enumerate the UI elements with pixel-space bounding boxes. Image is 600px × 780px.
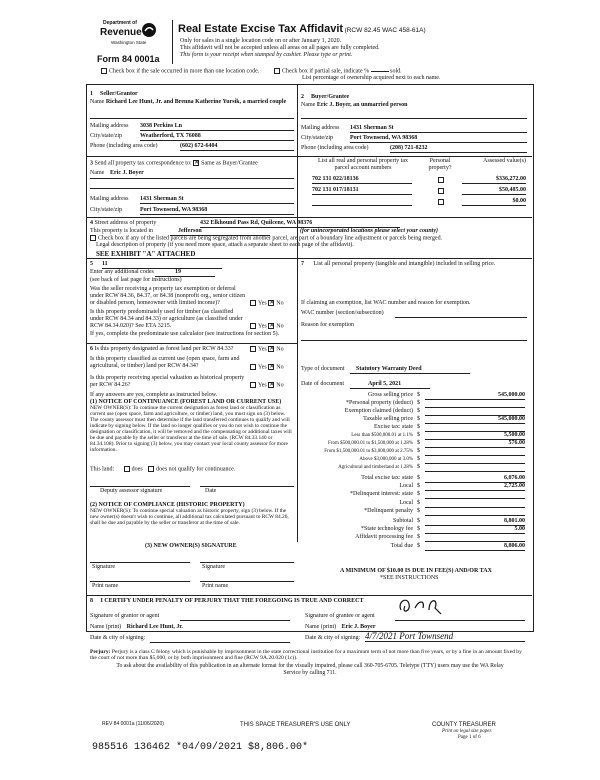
reason-label: Reason for exemption: [301, 322, 354, 328]
owner-signature-2-label: Signature: [202, 564, 225, 570]
tax-row: [301, 518, 527, 526]
page-number: Page 1 of 6: [458, 735, 481, 740]
alternate-format-note: To ask about the availability of this publication in an alternate format for the visually impaired, please call 360-705-6705. Teletype (TTY) users may use the WA Relay Service by calling 711.: [116, 663, 504, 676]
tax-row-value[interactable]: 6,076.00: [425, 475, 525, 483]
grantor-date-city-label: Date & city of signing:: [90, 635, 146, 641]
tax-row-value[interactable]: 5.00: [425, 526, 525, 534]
seller-phone-label: Phone (including area code): [90, 143, 158, 149]
buyer-name-row: [301, 102, 527, 109]
buyer-phone-value[interactable]: (208) 721-8232: [390, 145, 527, 153]
assessed-col-header: Assessed value(s): [483, 158, 526, 164]
corr-city-value[interactable]: Port Townsend, WA 98368: [140, 207, 294, 215]
dollar-sign: $: [417, 432, 420, 438]
tax-row-label: Total due: [390, 543, 413, 549]
personal-property-checkbox[interactable]: [438, 188, 444, 194]
dollar-sign: $: [417, 518, 420, 524]
form-note-1: Only for sales in a single location code on or after January 1, 2020.: [180, 38, 342, 44]
section-3-row: [90, 160, 258, 167]
yes-label: Yes: [258, 382, 267, 389]
buyer-heading: Buyer/Grantee: [311, 94, 350, 100]
tax-row-value[interactable]: [425, 534, 525, 542]
parcel-row-2: [312, 187, 526, 196]
seller-city-label: City/state/zip: [90, 133, 122, 139]
corr-name-value[interactable]: Eric J. Boyer: [110, 170, 144, 176]
section-7-number: 7: [301, 261, 304, 267]
wac-number-label: WAC number (section/subsection): [301, 310, 384, 316]
parcel-row-3: [312, 198, 526, 207]
certify-statement: I CERTIFY UNDER PENALTY OF PERJURY THAT THE FOREGOING IS TRUE AND CORRECT: [100, 598, 364, 604]
perjury-text: Perjury is a class C felony which is punishable by imprisonment in the state correctional institution for a maximum term of not more than five years, or by a fine in an amount fixed by the court of not more than $5,000, or by both imprisonment and fine (RCW 9A.20.020 (1c)).: [90, 649, 522, 662]
tax-row: [301, 416, 527, 424]
owner-print-2-label: Print name: [202, 583, 229, 589]
multi-location-check[interactable]: [101, 68, 259, 75]
tax-row-value[interactable]: [425, 500, 525, 508]
exemption-yes-no: [250, 300, 284, 307]
see-instructions-note: *SEE INSTRUCTIONS: [380, 575, 439, 581]
tax-row-value[interactable]: 545,000.00: [425, 392, 525, 400]
legal-description-value[interactable]: SEE EXHIBIT "A" ATTACHED: [96, 250, 196, 258]
type-document-label: Type of document: [301, 366, 345, 372]
tax-row-value[interactable]: 8,806.00: [425, 543, 525, 551]
personal-property-checkbox[interactable]: [438, 177, 444, 183]
tax-row: [301, 448, 527, 456]
tax-row-label: *Delinquent interest: state: [350, 491, 413, 497]
buyer-mailing-value[interactable]: 1431 Sherman St: [350, 125, 527, 133]
correspondence-label: Send all property tax correspondence to:: [94, 160, 192, 167]
timber-yes-checkbox[interactable]: [250, 323, 256, 329]
forest-yes-no: [250, 346, 284, 353]
dollar-sign: $: [417, 475, 420, 481]
parcel-row-1: [312, 176, 526, 185]
dollar-sign: $: [417, 456, 420, 462]
tax-row-value[interactable]: [425, 448, 525, 456]
tax-row-value[interactable]: [425, 400, 525, 408]
grantor-signature-field[interactable]: [180, 613, 290, 621]
tax-row: [301, 464, 527, 472]
dollar-sign: $: [417, 408, 420, 414]
tax-row-label: Local: [399, 500, 413, 506]
dollar-sign: $: [417, 500, 420, 506]
forest-yes-checkbox[interactable]: [250, 346, 256, 352]
continuance-heading: (1) NOTICE OF CONTINUANCE (FOREST LAND OR CURRENT USE): [90, 399, 282, 405]
section-4-number: 4: [90, 220, 93, 226]
see-back-note: (see back of last page for instructions): [90, 277, 182, 283]
tax-row: [301, 400, 527, 408]
form-title: Real Estate Excise Tax Affidavit: [178, 23, 344, 35]
yes-label: Yes: [258, 323, 267, 330]
treasurer-use-label: THIS SPACE TREASURER'S USE ONLY: [240, 722, 351, 728]
personal-property-col-header: Personal property?: [428, 158, 452, 171]
dollar-sign: $: [417, 534, 420, 540]
historic-yes-checkbox[interactable]: [250, 382, 256, 388]
exemption-claim-label: If claiming an exemption, list WAC number and reason for exemption.: [301, 300, 471, 306]
historic-text: NEW OWNER(S): To continue special valuation as historic property, sign (3) below. If the new owner(s) doesn't wish to continue, all additional tax calculated pursuant to RCW 84.26, shall be due and payable by the seller or transferor at the time of sale.: [90, 508, 289, 526]
parcel-col-header: List all real and personal property tax parcel account numbers: [318, 158, 408, 171]
tax-row: [301, 526, 527, 534]
grantee-date-city-label: Date & city of signing:: [305, 635, 361, 641]
county-treasurer-label: COUNTY TREASURER: [432, 722, 496, 728]
grantee-name-label: Name (print): [305, 624, 337, 630]
tax-row-label: Agricultural and timberland at 1.28%: [338, 465, 413, 470]
treasurer-stamp: 985516 136462 *04/09/2021 $8,806.00*: [92, 742, 309, 753]
does-label: does: [131, 466, 143, 473]
seller-city-value[interactable]: Weatherford, TX 76088: [140, 133, 294, 141]
perjury-statement: [90, 649, 530, 662]
section-8-row: [90, 598, 363, 605]
dollar-sign: $: [417, 508, 420, 514]
timber-yes-no: [250, 323, 284, 330]
dollar-sign: $: [417, 392, 420, 398]
form-title-row: [178, 23, 426, 36]
dollar-sign: $: [417, 526, 420, 532]
section-4-row: [90, 220, 156, 227]
no-label: No: [276, 346, 284, 353]
tax-row: [301, 534, 527, 542]
tax-row-label: Exemption claimed (deduct): [344, 408, 413, 414]
revenue-logo: [97, 20, 161, 50]
seller-mailing-value[interactable]: 3038 Perkins Ln: [140, 123, 294, 131]
tax-row-label: *Delinquent penalty: [364, 508, 413, 514]
current-use-yes-no: [250, 364, 284, 371]
tax-row: [301, 432, 527, 440]
logo-state: Washington State: [111, 40, 147, 45]
seller-name-label: Name: [90, 99, 105, 105]
timber-question: Is this property predominately used for timber (as classified under RCW 84.34 and 84.33) or agriculture (as classified under RCW 84.34.020)? See ETA 3215.: [90, 309, 243, 329]
owner-print-1-label: Print name: [92, 583, 119, 589]
form-note-2: This affidavit will not be accepted unless all areas on all pages are fully completed.: [180, 45, 380, 51]
tax-row-label: From $1,500,000.01 to $3,000,000 at 2.75%: [324, 449, 413, 454]
tax-row-label: Total excise tax: state: [361, 475, 413, 481]
buyer-name-label: Name: [301, 102, 316, 108]
dollar-sign: $: [417, 491, 420, 497]
sold-label: sold.: [390, 68, 402, 75]
grantor-name-value[interactable]: Richard Lee Hunt, Jr.: [126, 624, 183, 630]
tax-row-label: *Personal property (deduct): [346, 400, 413, 406]
section-5-number: 5: [90, 261, 93, 267]
logo-brand: Revenue: [100, 27, 142, 38]
street-address-value[interactable]: 432 Elkhound Pass Rd, Quilcene, WA 98376: [200, 220, 400, 228]
wac-number-field[interactable]: [395, 310, 527, 318]
land-use-code[interactable]: 11: [102, 261, 222, 269]
date-document-label: Date of document: [301, 381, 344, 387]
county-select[interactable]: Jefferson: [170, 228, 270, 236]
grantee-signature-image: [395, 594, 475, 618]
buyer-mailing-label: Mailing address: [301, 125, 340, 131]
seller-mailing-label: Mailing address: [90, 123, 129, 129]
partial-sale-percent-field[interactable]: [371, 71, 389, 72]
type-document-value[interactable]: Statutory Warranty Deed: [350, 366, 470, 374]
tax-row: [301, 543, 527, 551]
tax-row-label: *State technology fee: [361, 526, 413, 532]
personal-property-checkbox[interactable]: [438, 199, 444, 205]
historic-heading: (2) NOTICE OF COMPLIANCE (HISTORIC PROPERTY): [90, 502, 245, 508]
tax-row: [301, 424, 527, 432]
dollar-sign: $: [417, 400, 420, 406]
current-use-no-checkbox[interactable]: [268, 364, 274, 370]
grantee-name-value[interactable]: Eric J. Boyer: [341, 624, 376, 630]
forest-land-question: Is this property designated as forest land per RCW 84.33?: [94, 346, 234, 352]
tax-row-label: From $500,000.01 to $1,500,000 at 1.28%: [328, 441, 413, 446]
forest-no-checkbox[interactable]: [268, 346, 274, 352]
tax-row-value[interactable]: 2,725.00: [425, 483, 525, 491]
multi-location-checkbox[interactable]: [101, 68, 107, 74]
assessed-value[interactable]: $50,485.00: [462, 187, 526, 195]
tax-row-label: Affidavit processing fee: [355, 534, 413, 540]
yes-label: Yes: [258, 300, 267, 307]
section-1-number: 1: [90, 91, 93, 97]
new-owner-signature-heading: (3) NEW OWNER(S) SIGNATURE: [145, 543, 237, 549]
tax-row-label: Above $3,000,000 at 3.0%: [359, 457, 413, 462]
if-yes-note: If any answers are yes, complete as instructed below.: [90, 392, 218, 398]
deputy-signature-label: Deputy assessor signature: [100, 488, 163, 494]
dollar-sign: $: [417, 483, 420, 489]
minimum-due-note: A MINIMUM OF $10.00 IS DUE IN FEE(S) AND/OR TAX: [340, 568, 492, 574]
grantor-name-label: Name (print): [90, 624, 122, 630]
section-8-number: 8: [90, 598, 93, 604]
exemption-question: Was the seller receiving a property tax exemption or deferral under RCW 84.36, 84.37, or 84.38 (nonprofit org., senior citizen or disabled person, homeowner with limited income)?: [90, 286, 246, 306]
seller-phone-value[interactable]: (602) 672-6404: [180, 143, 294, 151]
continuance-text: NEW OWNER(S): To continue the current designation as forest land or classification as current use (open space, farm and agriculture, or timber) land, you must sign on (3) below. The county assessor must then determine if the land transferred continues to qualify and will indicate by signing below. If the land no longer qualifies or you do not wish to continue the designation or classification, it will be removed and the compensating or additional taxes will be due and payable by the seller or transferor at the time of sale. (RCW 84.33.140 or 84.34.108). Prior to signing (3) below, you may contact your local county assessor for more information.: [90, 405, 292, 453]
dollar-sign: $: [417, 448, 420, 454]
segregated-checkbox[interactable]: [90, 235, 96, 241]
grantee-name-row: [305, 624, 375, 631]
buyer-name-value[interactable]: Eric J. Boyer, an unmarried person: [316, 102, 408, 108]
current-use-yes-checkbox[interactable]: [250, 364, 256, 370]
section-3-number: 3: [90, 160, 93, 167]
assessed-value[interactable]: $336,272.00: [462, 176, 526, 184]
segregated-label: Check box if any of the listed parcels are being segregated from another parcel, are part of a boundary line adjustment or parcels being merged.: [98, 235, 443, 242]
street-address-label: Street address of property: [94, 220, 157, 226]
tax-row: [301, 440, 527, 448]
exemption-no-checkbox[interactable]: [268, 300, 274, 306]
legal-description-label: Legal description of property (if you need more space, attach a separate sheet to each page of the affidavit).: [96, 242, 354, 248]
tax-row-value[interactable]: [425, 464, 525, 472]
section-7-row: [301, 261, 527, 268]
tax-row-label: Gross selling price: [368, 392, 413, 398]
seller-name-row: [90, 99, 294, 106]
logo-dept-line: Department of: [103, 20, 137, 26]
form-rcw: (RCW 82.45 WAC 458-61A): [344, 27, 426, 34]
tax-row-label: Taxable selling price: [363, 416, 413, 422]
predominate-note: If yes, complete the predominate use calculator (see instructions for section 5).: [90, 331, 280, 337]
timber-no-checkbox[interactable]: [268, 323, 274, 329]
historic-no-checkbox[interactable]: [268, 382, 274, 388]
no-label: No: [276, 382, 284, 389]
historic-question: Is this property receiving special valuation as historical property per RCW 84.26?: [90, 375, 245, 388]
dollar-sign: $: [417, 464, 420, 470]
current-use-question: Is this property classified as current use (open space, farm and agricultural, or timber) land per RCW 84.34?: [90, 356, 240, 369]
this-land-row: [90, 466, 235, 473]
seller-heading: Seller/Grantor: [100, 91, 138, 97]
form-note-3: This form is your receipt when stamped by cashier. Please type or print.: [180, 52, 353, 58]
tax-row: [301, 508, 527, 516]
tax-row-value[interactable]: [425, 508, 525, 516]
legal-paper-note: Print on legal size paper.: [442, 729, 493, 734]
tax-row-value[interactable]: [425, 424, 525, 432]
county-note: (for unincorporated locations please select your county): [300, 228, 438, 234]
dollar-sign: $: [417, 424, 420, 430]
personal-property-text: List all personal property (tangible and intangible) included in selling price.: [313, 261, 496, 267]
revision-label: REV 84 0001a (11/06/2020): [102, 721, 164, 727]
grantor-name-row: [90, 624, 183, 631]
dollar-sign: $: [417, 440, 420, 446]
yes-label: Yes: [258, 346, 267, 353]
county-label: This property is located in: [90, 228, 153, 234]
no-label: No: [276, 300, 284, 307]
dollar-sign: $: [417, 416, 420, 422]
buyer-phone-label: Phone (including area code): [301, 145, 369, 151]
dollar-sign: $: [417, 543, 420, 549]
perjury-label: Perjury:: [90, 649, 111, 655]
does-not-label: does not qualify for continuance.: [156, 466, 236, 473]
exemption-yes-checkbox[interactable]: [250, 300, 256, 306]
tax-row-value[interactable]: [425, 408, 525, 416]
parcel-number[interactable]: [312, 198, 412, 206]
does-qualify-checkbox[interactable]: [124, 466, 130, 472]
tax-row: [301, 456, 527, 464]
corr-mailing-value[interactable]: 1431 Sherman St: [140, 196, 294, 204]
grantor-date-city-field[interactable]: [150, 635, 290, 643]
parcel-number[interactable]: 702 131 017/18131: [312, 187, 412, 195]
section-2-number: 2: [301, 94, 304, 100]
corr-city-label: City/state/zip: [90, 207, 122, 213]
tax-row-label: Subtotal: [392, 518, 413, 524]
parcel-number[interactable]: 702 131 022/18136: [312, 176, 412, 184]
partial-sale-label: Check box if partial sale, indicate %: [282, 68, 370, 75]
tax-row: [301, 475, 527, 483]
no-label: No: [276, 323, 284, 330]
tax-row-label: Excise tax: state: [374, 424, 413, 430]
section-6-number: 6: [90, 346, 93, 352]
tax-row-value[interactable]: 8,801.00: [425, 518, 525, 526]
tax-row: [301, 392, 527, 400]
tax-row-value[interactable]: 576.00: [425, 440, 525, 448]
corr-name-label: Name: [90, 170, 105, 176]
tax-row: [301, 483, 527, 491]
form-number: Form 84 0001a: [97, 54, 160, 64]
tax-row-value[interactable]: 5,500.00: [425, 432, 525, 440]
tax-row: [301, 491, 527, 499]
no-label: No: [276, 364, 284, 371]
does-not-qualify-checkbox[interactable]: [148, 466, 154, 472]
seller-name-value[interactable]: Richard Lee Hunt, Jr. and Brenna Katherine Yursik, a married couple: [105, 99, 287, 105]
tax-row: [301, 408, 527, 416]
assessed-value[interactable]: $0.00: [462, 198, 526, 206]
list-percentage-note: List percentage of ownership acquired next to each name.: [302, 75, 441, 81]
tax-row-label: Less than $500,000.01 at 1.1%: [351, 433, 413, 438]
tax-row-value[interactable]: 545,000.00: [425, 416, 525, 424]
partial-sale-checkbox[interactable]: [274, 68, 280, 74]
tax-row: [301, 500, 527, 508]
owner-signature-1-label: Signature: [92, 564, 115, 570]
this-land-label: This land:: [90, 466, 115, 473]
deputy-date-label: Date: [205, 488, 217, 494]
grantee-date-city-value[interactable]: 4/7/2021 Port Townsend: [365, 631, 525, 642]
same-as-buyer-checkbox[interactable]: [193, 160, 199, 166]
multi-location-label: Check box if the sale occurred in more than one location code.: [109, 68, 260, 75]
tax-row-value[interactable]: [425, 491, 525, 499]
tax-row-value[interactable]: [425, 456, 525, 464]
corr-mailing-label: Mailing address: [90, 196, 129, 202]
buyer-city-value[interactable]: Port Townsend, WA 98368: [350, 135, 527, 143]
grantee-signature-label: Signature of grantee or agent: [305, 613, 375, 619]
tax-row-label: Local: [399, 483, 413, 489]
additional-codes-value[interactable]: 19: [155, 269, 215, 277]
same-as-buyer-label: Same as Buyer/Grantee: [201, 160, 258, 167]
date-document-value[interactable]: April 5, 2021: [350, 381, 430, 389]
historic-yes-no: [250, 382, 284, 389]
buyer-city-label: City/state/zip: [301, 135, 333, 141]
grantor-signature-label: Signature of grantor or agent: [90, 613, 160, 619]
additional-codes-label: Enter any additional codes: [90, 269, 154, 275]
logo-swoosh-icon: [141, 22, 157, 38]
yes-label: Yes: [258, 364, 267, 371]
